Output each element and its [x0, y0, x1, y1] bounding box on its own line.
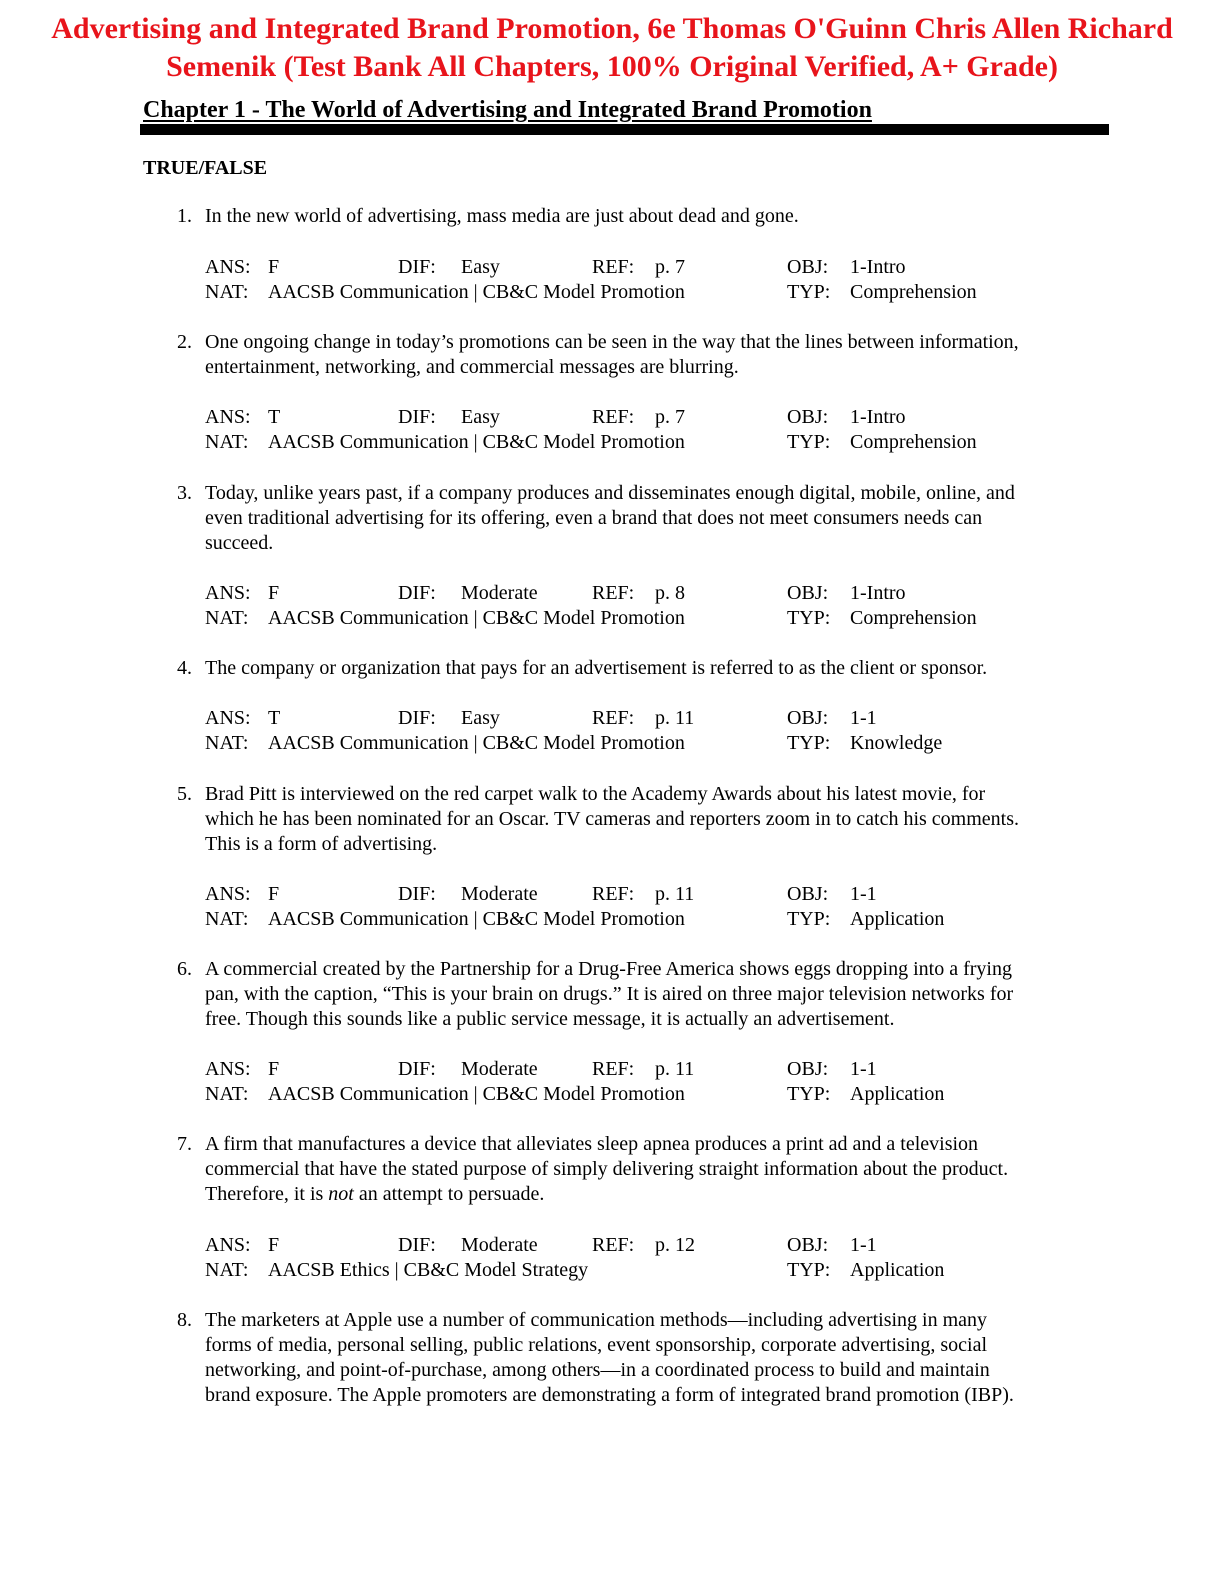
typ-label: TYP: — [787, 281, 831, 303]
ref-value: p. 12 — [655, 1234, 695, 1256]
ref-label: REF: — [592, 707, 635, 729]
typ-label: TYP: — [787, 607, 831, 629]
nat-label: NAT: — [205, 281, 249, 303]
nat-value: AACSB Communication | CB&C Model Promotion — [268, 908, 685, 930]
ref-label: REF: — [592, 1234, 635, 1256]
typ-value: Application — [850, 1259, 945, 1281]
dif-value: Moderate — [461, 1058, 538, 1080]
typ-value: Knowledge — [850, 732, 943, 754]
chapter-rule-divider — [140, 124, 1109, 135]
typ-value: Comprehension — [850, 431, 977, 453]
obj-label: OBJ: — [787, 582, 829, 604]
ref-label: REF: — [592, 1058, 635, 1080]
typ-value: Comprehension — [850, 607, 977, 629]
obj-value: 1-1 — [850, 1234, 877, 1256]
typ-label: TYP: — [787, 1083, 831, 1105]
ans-value: F — [268, 1234, 280, 1256]
question-text-part: A firm that manufactures a device that alleviates sleep apnea produces a print ad and a television commercial that have the stated purpose of simply delivering straight information about the product. Therefore, it is — [205, 1133, 1009, 1205]
question-number: 7. — [177, 1133, 192, 1155]
dif-label: DIF: — [398, 883, 436, 905]
obj-label: OBJ: — [787, 707, 829, 729]
ans-label: ANS: — [205, 406, 251, 428]
ref-label: REF: — [592, 256, 635, 278]
answer-metadata — [205, 255, 1105, 307]
nat-value: AACSB Communication | CB&C Model Promotion — [268, 431, 685, 453]
ref-value: p. 11 — [655, 1058, 695, 1080]
dif-label: DIF: — [398, 406, 436, 428]
ans-label: ANS: — [205, 582, 251, 604]
dif-value: Easy — [461, 707, 500, 729]
answer-metadata — [205, 1233, 1105, 1285]
obj-value: 1-Intro — [850, 406, 906, 428]
dif-label: DIF: — [398, 1058, 436, 1080]
ref-value: p. 11 — [655, 883, 695, 905]
answer-metadata — [205, 706, 1105, 758]
question-number: 4. — [177, 657, 192, 679]
question-text: The company or organization that pays for an advertisement is referred to as the client or sponsor. — [205, 657, 988, 679]
ref-value: p. 8 — [655, 582, 685, 604]
nat-value: AACSB Communication | CB&C Model Promotion — [268, 1083, 685, 1105]
typ-label: TYP: — [787, 1259, 831, 1281]
obj-value: 1-1 — [850, 1058, 877, 1080]
ans-label: ANS: — [205, 707, 251, 729]
question-number: 3. — [177, 482, 192, 504]
obj-label: OBJ: — [787, 883, 829, 905]
question-number: 5. — [177, 783, 192, 805]
ans-label: ANS: — [205, 883, 251, 905]
ref-value: p. 11 — [655, 707, 695, 729]
dif-value: Moderate — [461, 582, 538, 604]
ans-value: T — [268, 406, 281, 428]
question-text: Brad Pitt is interviewed on the red carpet walk to the Academy Awards about his latest movie, for which he has been nominated for an Oscar. TV cameras and reporters zoom in to catch his comments. This is a form of advertising. — [205, 783, 1020, 855]
question-text — [205, 1132, 1105, 1207]
ans-value: F — [268, 256, 280, 278]
typ-label: TYP: — [787, 732, 831, 754]
dif-label: DIF: — [398, 1234, 436, 1256]
dif-label: DIF: — [398, 582, 436, 604]
obj-value: 1-1 — [850, 883, 877, 905]
obj-label: OBJ: — [787, 406, 829, 428]
typ-label: TYP: — [787, 431, 831, 453]
nat-value: AACSB Communication | CB&C Model Promotion — [268, 281, 685, 303]
chapter-title: Chapter 1 - The World of Advertising and Integrated Brand Promotion — [143, 97, 872, 123]
dif-value: Moderate — [461, 883, 538, 905]
nat-value: AACSB Communication | CB&C Model Promotion — [268, 732, 685, 754]
nat-value: AACSB Ethics | CB&C Model Strategy — [268, 1259, 589, 1281]
ans-label: ANS: — [205, 1234, 251, 1256]
obj-value: 1-Intro — [850, 582, 906, 604]
nat-label: NAT: — [205, 732, 249, 754]
typ-value: Application — [850, 1083, 945, 1105]
nat-value: AACSB Communication | CB&C Model Promotion — [268, 607, 685, 629]
obj-value: 1-Intro — [850, 256, 906, 278]
typ-value: Application — [850, 908, 945, 930]
question-text-part: an attempt to persuade. — [353, 1183, 545, 1205]
document-banner-title: Advertising and Integrated Brand Promotion, 6e Thomas O'Guinn Chris Allen Richard Semenik (Test Bank All Chapters, 100% Original Verified, A+ Grade) — [51, 12, 1173, 83]
obj-value: 1-1 — [850, 707, 877, 729]
obj-label: OBJ: — [787, 1058, 829, 1080]
question-number: 2. — [177, 331, 192, 353]
answer-metadata — [205, 405, 1105, 457]
question-text: Today, unlike years past, if a company produces and disseminates enough digital, mobile, online, and even traditional advertising for its offering, even a brand that does not meet consumers needs can succeed. — [205, 482, 1015, 554]
question-number: 8. — [177, 1309, 192, 1331]
nat-label: NAT: — [205, 1083, 249, 1105]
obj-label: OBJ: — [787, 1234, 829, 1256]
question-number: 1. — [177, 205, 192, 227]
ans-label: ANS: — [205, 256, 251, 278]
ref-value: p. 7 — [655, 406, 685, 428]
dif-value: Easy — [461, 256, 500, 278]
typ-label: TYP: — [787, 908, 831, 930]
obj-label: OBJ: — [787, 256, 829, 278]
ans-value: F — [268, 582, 280, 604]
question-text: A commercial created by the Partnership for a Drug-Free America shows eggs dropping into a frying pan, with the caption, “This is your brain on drugs.” It is aired on three major television networks for free. Though this sounds like a public service message, it is actually an advertisement. — [205, 958, 1014, 1030]
question-text: One ongoing change in today’s promotions can be seen in the way that the lines between information, entertainment, networking, and commercial messages are blurring. — [205, 331, 1019, 378]
dif-label: DIF: — [398, 256, 436, 278]
section-heading: TRUE/FALSE — [143, 157, 268, 179]
dif-label: DIF: — [398, 707, 436, 729]
answer-metadata — [205, 882, 1105, 934]
nat-label: NAT: — [205, 1259, 249, 1281]
question-text: The marketers at Apple use a number of communication methods—including advertising in many forms of media, personal selling, public relations, event sponsorship, corporate advertising, social networking, and point-of-purchase, among others—in a coordinated process to build and maintain brand exposure. The Apple promoters are demonstrating a form of integrated brand promotion (IBP). — [205, 1309, 1014, 1406]
ref-label: REF: — [592, 582, 635, 604]
ref-label: REF: — [592, 406, 635, 428]
question-text: In the new world of advertising, mass media are just about dead and gone. — [205, 205, 799, 227]
ans-value: F — [268, 1058, 280, 1080]
dif-value: Moderate — [461, 1234, 538, 1256]
question-text-emphasis: not — [328, 1183, 354, 1205]
nat-label: NAT: — [205, 908, 249, 930]
ref-value: p. 7 — [655, 256, 685, 278]
ans-label: ANS: — [205, 1058, 251, 1080]
ans-value: F — [268, 883, 280, 905]
nat-label: NAT: — [205, 607, 249, 629]
nat-label: NAT: — [205, 431, 249, 453]
dif-value: Easy — [461, 406, 500, 428]
question-number: 6. — [177, 958, 192, 980]
ref-label: REF: — [592, 883, 635, 905]
ans-value: T — [268, 707, 281, 729]
typ-value: Comprehension — [850, 281, 977, 303]
answer-metadata — [205, 581, 1105, 633]
answer-metadata — [205, 1057, 1105, 1109]
